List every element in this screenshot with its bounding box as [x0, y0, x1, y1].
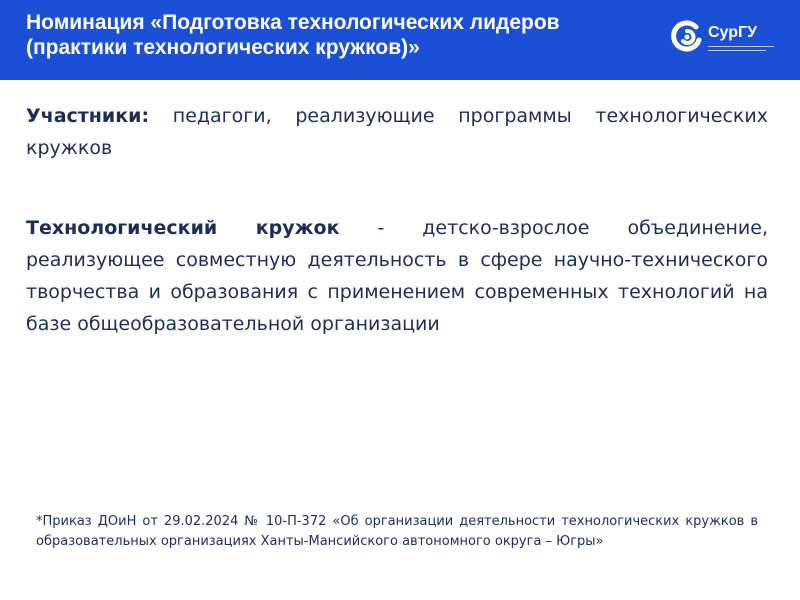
header-bar — [0, 0, 800, 80]
slide-title — [26, 10, 666, 60]
definition-term: Технологический кружок — [26, 217, 340, 239]
definition-text: - детско-взрослое объединение, реализующее совместную деятельность в сфере научно-технического творчества и образования с применением современных технологий на базе общеобразовательной организации — [26, 217, 769, 335]
logo-text: СурГУ — [708, 24, 758, 41]
logo-subline-2 — [708, 50, 766, 51]
surgu-logo-icon — [670, 20, 704, 54]
slide-title-line-2: (практики технологических кружков)» — [26, 36, 420, 59]
participants-paragraph — [26, 100, 768, 164]
slide-title-line-1: Номинация «Подготовка технологических лидеров — [26, 11, 560, 34]
definition-paragraph — [26, 212, 768, 340]
surgu-logo — [670, 14, 780, 66]
participants-text: педагоги, реализующие программы технологических кружков — [26, 105, 768, 159]
participants-label: Участники: — [26, 105, 150, 127]
logo-subline-1 — [708, 46, 774, 47]
footnote: *Приказ ДОиН от 29.02.2024 № 10-П-372 «Об организации деятельности технологических кружков в образовательных организациях Ханты-Мансийского автономного округа – Югры» — [36, 514, 758, 549]
